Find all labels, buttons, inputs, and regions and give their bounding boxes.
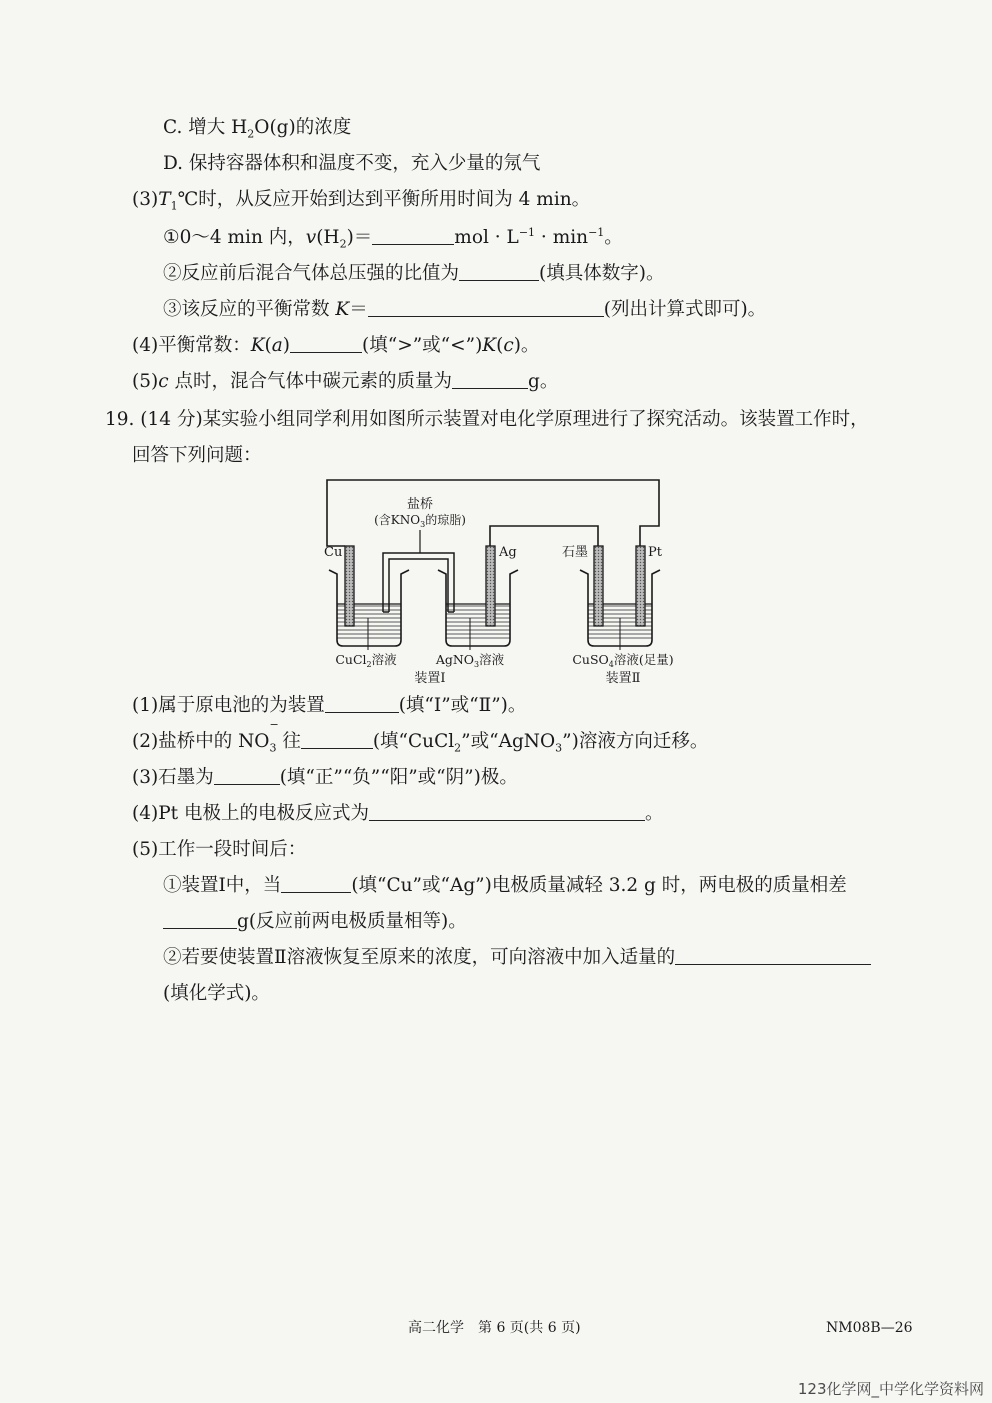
cu-label: Cu (324, 545, 343, 560)
electrochemistry-figure (0, 0, 992, 700)
q19-part4: (4)Pt 电极上的电极反应式为 。 (132, 803, 664, 824)
answer-blank[interactable] (301, 730, 373, 749)
pt-label: Pt (648, 545, 662, 560)
q19-part3: (3)石墨为 (填“正”“负”“阳”或“阴”)极。 (132, 767, 518, 788)
device-2-label: 装置Ⅱ (605, 671, 641, 686)
answer-blank[interactable] (325, 694, 399, 713)
graphite-label: 石墨 (562, 545, 589, 560)
q19-part5-2: ②若要使装置Ⅱ溶液恢复至原来的浓度，可向溶液中加入适量的 (163, 946, 871, 970)
q18-part3-1: ①0～4 min 内，$v(H_2)=$ mol · $L^{-1} \cdot \min^{-1}$。 (163, 225, 623, 251)
salt-bridge-note: (含$KNO_3$的琼脂) (374, 513, 466, 529)
q18-part4: (4)平衡常数：K(a) (填“>”或“<”)K(c)。 (132, 335, 540, 356)
answer-blank[interactable] (369, 802, 645, 821)
q19-part1: (1)属于原电池的为装置 (填“Ⅰ”或“Ⅱ”)。 (132, 695, 527, 716)
beaker-cucl2 (329, 570, 409, 646)
cucl2-label: CuCl$_2$溶液 (335, 652, 397, 669)
beaker-agno3 (438, 570, 518, 646)
salt-bridge (383, 553, 454, 612)
salt-bridge-label: 盐桥 (406, 497, 434, 512)
graphite-electrode (594, 546, 603, 626)
q18-part3-2: ②反应前后混合气体总压强的比值为 (填具体数字)。 (163, 263, 665, 284)
q19-part5-1: ①装置Ⅰ中，当 (填“Cu”或“Ag”)电极质量减轻 3.2 g 时，两电极的质量相差 (163, 875, 847, 896)
q19-part2: (2)盐桥中的 $NO_3$ − 往 (填“CuCl$_2$”或“AgNO$_3$”)溶液方向迁移。 (132, 718, 709, 755)
ag-electrode (486, 546, 495, 626)
wire-ag-graphite (490, 526, 598, 546)
pt-electrode (636, 546, 645, 626)
watermark: 123化学网_中学化学资料网 (797, 1380, 984, 1398)
answer-blank[interactable] (163, 910, 237, 929)
answer-blank[interactable] (675, 946, 871, 965)
q19-part5-2-cont: (填化学式)。 (163, 983, 270, 1004)
q19-stem-line2: 回答下列问题： (132, 445, 262, 466)
cu-electrode (345, 546, 354, 626)
cuso4-label: CuSO$_4$溶液(足量) (572, 652, 674, 669)
answer-blank[interactable] (281, 874, 351, 893)
q19-part5-1-cont: g(反应前两电极质量相等)。 (163, 910, 467, 934)
device-1-label: 装置Ⅰ (414, 671, 446, 686)
q18-part3: $(3)T_1℃$时，从反应开始到达到平衡所用时间为 4 min。 (132, 189, 591, 213)
option-d: D. 保持容器体积和温度不变，充入少量的氖气 (163, 153, 541, 174)
paper-code: NM08B—26 (826, 1320, 913, 1336)
page-footer: 高二化学 第 6 页(共 6 页) (408, 1320, 581, 1336)
q19-part5: (5)工作一段时间后： (132, 839, 307, 860)
q19-stem-line1: 19. (14 分)某实验小组同学利用如图所示装置对电化学原理进行了探究活动。该装置工作时， (105, 409, 869, 430)
q18-part5: (5)c 点时，混合气体中碳元素的质量为 g。 (132, 371, 559, 392)
answer-blank[interactable] (214, 766, 280, 785)
option-c: C. 增大 $H_2O(g)$的浓度 (163, 117, 352, 141)
agno3-label: AgNO$_3$溶液 (435, 652, 505, 669)
q18-part3-3: ③该反应的平衡常数 K＝ (列出计算式即可)。 (163, 299, 767, 320)
ag-label: Ag (499, 545, 517, 560)
